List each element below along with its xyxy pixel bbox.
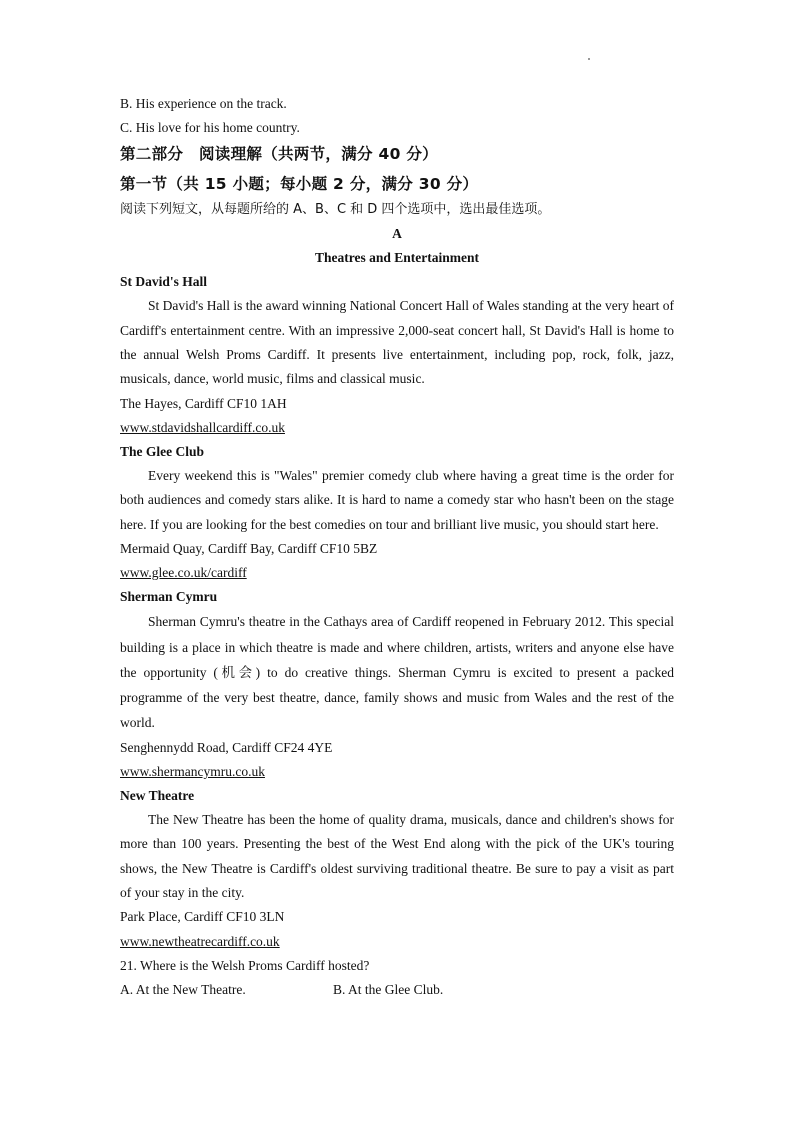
venue-website-link[interactable]: www.glee.co.uk/cardiff	[120, 565, 247, 581]
venue-address: Park Place, Cardiff CF10 3LN	[120, 909, 285, 925]
venue-name: Sherman Cymru	[120, 589, 218, 605]
scan-speck	[588, 58, 590, 60]
instructions: 阅读下列短文，从每题所给的 A、B、C 和 D 四个选项中，选出最佳选项。	[120, 202, 551, 218]
venue-name: St David's Hall	[120, 274, 208, 290]
venue-section	[120, 270, 674, 440]
section-heading: 第一节（共 15 小题；每小题 2 分，满分 30 分）	[120, 175, 479, 194]
venue-section	[120, 440, 674, 585]
option-b[interactable]: B. At the Glee Club.	[333, 981, 444, 997]
venue-description: Sherman Cymru's theatre in the Cathays area of Cardiff reopened in February 2012. This special building is a place in which theatre is made and where children, artists, writers and anyone else have the opportunity (机会) to do creative things. Sherman Cymru is excited to present a packed programme of the very best theatre, dance, family shows and music from Wales and the rest of the world.	[120, 614, 674, 731]
venue-name: The Glee Club	[120, 444, 205, 459]
venue-name: New Theatre	[120, 788, 195, 804]
venue-website-link[interactable]: www.newtheatrecardiff.co.uk	[120, 933, 280, 949]
exam-content	[120, 92, 674, 1002]
venue-address: Mermaid Quay, Cardiff Bay, Cardiff CF10 5BZ	[120, 540, 378, 556]
venue-website-link[interactable]: www.stdavidshallcardiff.co.uk	[120, 419, 285, 435]
venue-website-link[interactable]: www.shermancymru.co.uk	[120, 763, 265, 779]
previous-option-c: C. His love for his home country.	[120, 120, 300, 136]
venue-section	[120, 784, 674, 954]
previous-option-b: B. His experience on the track.	[120, 96, 287, 111]
venue-description: The New Theatre has been the home of quality drama, musicals, dance and children's shows for more than 100 years. Presenting the best of the West End along with the pick of the UK's touring shows, the New Theatre is Cardiff's oldest surviving traditional theatre. Be sure to pay a visit as part of your stay in the city.	[120, 812, 674, 901]
passage-label: A	[392, 226, 402, 242]
venue-section	[120, 585, 674, 784]
option-a[interactable]: A. At the New Theatre.	[120, 981, 246, 997]
part-heading: 第二部分 阅读理解（共两节，满分 40 分）	[120, 145, 438, 164]
question-text: 21. Where is the Welsh Proms Cardiff hosted?	[120, 957, 370, 973]
venue-description: St David's Hall is the award winning National Concert Hall of Wales standing at the very heart of Cardiff's entertainment centre. With an impressive 2,000-seat concert hall, St David's Hall is home to the annual Welsh Proms Cardiff. It presents live entertainment, including pop, rock, folk, jazz, musicals, dance, world music, films and classical music.	[120, 298, 674, 387]
question-options	[120, 978, 674, 1002]
venue-address: Senghennydd Road, Cardiff CF24 4YE	[120, 739, 333, 755]
venue-description: Every weekend this is "Wales" premier comedy club where having a great time is the order for both audiences and comedy stars alike. It is hard to name a comedy star who hasn't been on the stage here. If you are looking for the best comedies on tour and brilliant live music, you should start here.	[120, 468, 674, 532]
venue-address: The Hayes, Cardiff CF10 1AH	[120, 395, 287, 411]
passage-title: Theatres and Entertainment	[315, 250, 479, 266]
